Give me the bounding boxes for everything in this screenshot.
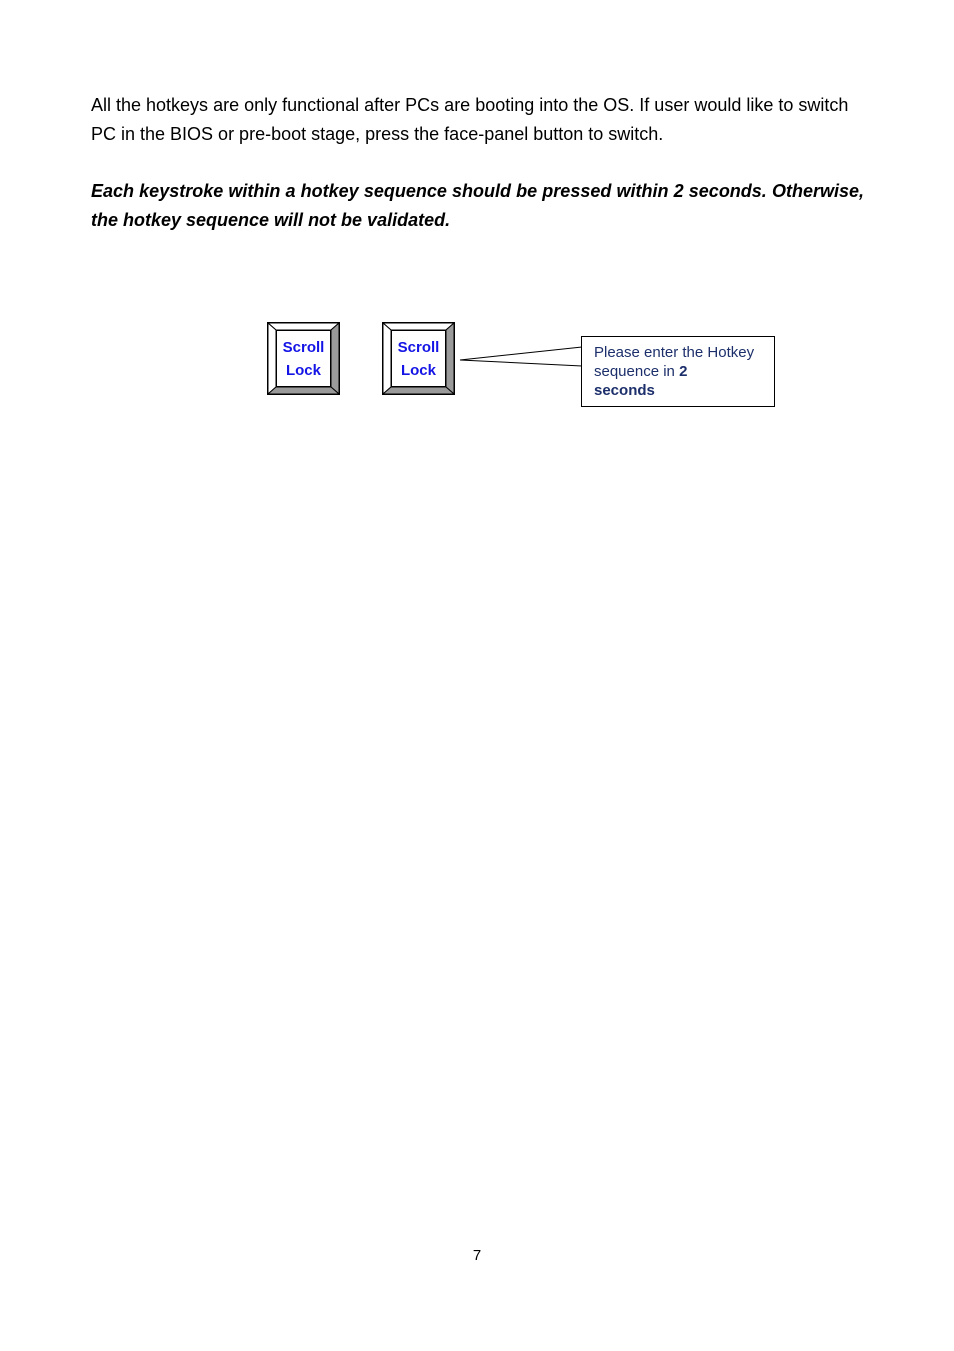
intro-paragraph: All the hotkeys are only functional after PCs are booting into the OS. If user would like to switch PC in the BIOS or pre-boot stage, press the face-panel button to switch. (91, 95, 849, 144)
warning-paragraph: Each keystroke within a hotkey sequence should be pressed within 2 seconds. Otherwise, the hotkey sequence will not be validated. (91, 181, 864, 230)
key-label-line2: Lock (400, 361, 436, 379)
key-face (391, 330, 446, 387)
key-label-line1: Scroll (282, 338, 325, 356)
callout-bold-unit: seconds (594, 382, 655, 399)
callout-box (581, 336, 775, 407)
callout-text: Please enter the Hotkey sequence in (594, 344, 755, 380)
callout-bold-number: 2 (679, 363, 688, 380)
key-label-line1: Scroll (397, 338, 440, 356)
scroll-lock-key-2 (382, 322, 455, 395)
scroll-lock-key-1 (267, 322, 340, 395)
key-face (276, 330, 331, 387)
page-number: 7 (472, 1247, 482, 1264)
key-label-line2: Lock (285, 361, 321, 379)
callout-pointer-icon (455, 330, 585, 370)
